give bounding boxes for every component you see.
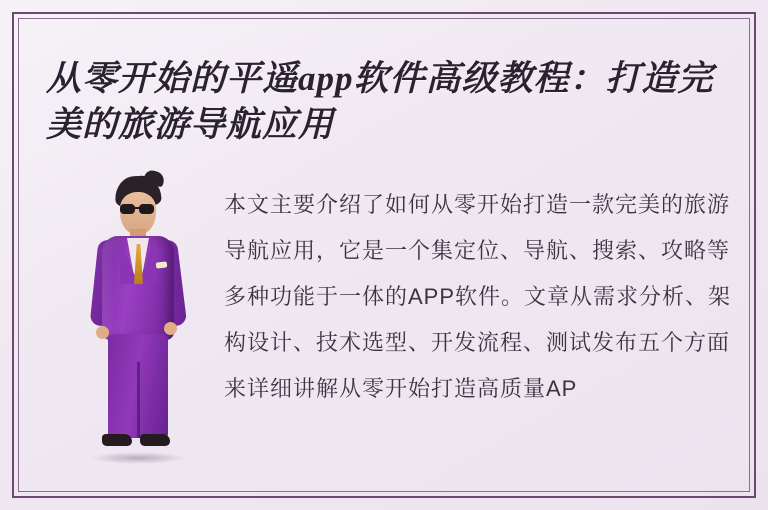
figure-shadow	[90, 452, 186, 464]
page-title: 从零开始的平遥app软件高级教程：打造完美的旅游导航应用	[46, 59, 714, 144]
article-summary: 本文主要介绍了如何从零开始打造一款完美的旅游导航应用，它是一个集定位、导航、搜索、攻略等多种功能于一体的APP软件。文章从需求分析、架构设计、技术选型、开发流程、测试发布五个方面来详细讲解从零开始打造高质量AP	[224, 192, 732, 401]
pocket-square-shape	[156, 261, 168, 268]
right-hand-shape	[164, 322, 177, 335]
right-shoe-shape	[140, 434, 170, 446]
illustration-man-in-purple-suit	[72, 176, 202, 466]
left-shoe-shape	[102, 434, 132, 446]
left-hand-shape	[96, 326, 109, 339]
trousers-shape	[108, 334, 168, 438]
sunglasses-right-lens	[139, 204, 154, 214]
sunglasses-left-lens	[120, 204, 135, 214]
sunglasses-icon	[119, 204, 157, 214]
